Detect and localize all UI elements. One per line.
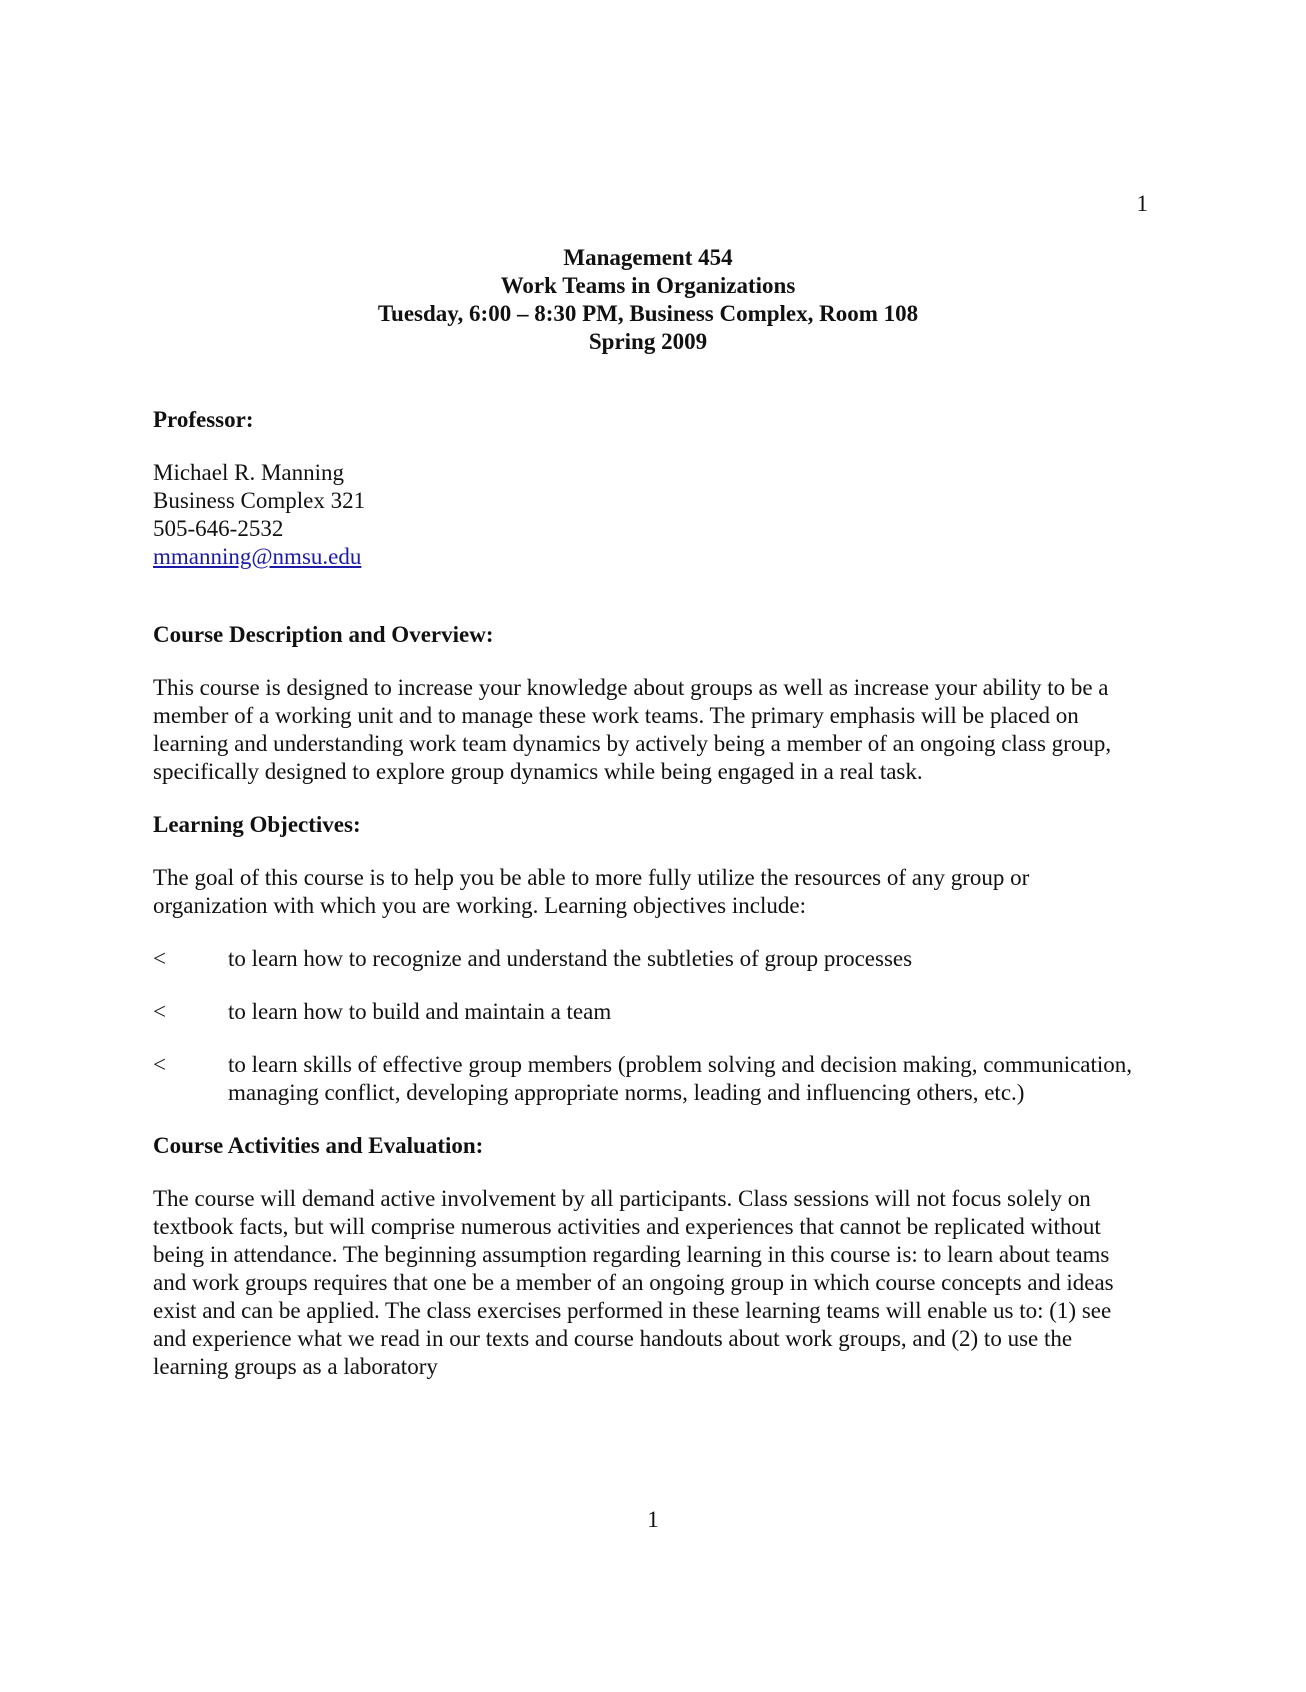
objective-text: to learn how to recognize and understand the subtleties of group processes — [228, 946, 913, 971]
bullet-mark: < — [153, 946, 166, 971]
objective-text: to learn how to build and maintain a team — [228, 999, 612, 1024]
objective-item — [153, 1051, 1143, 1107]
course-title: Work Teams in Organizations — [500, 273, 796, 298]
professor-phone: 505-646-2532 — [153, 516, 284, 541]
professor-email-link[interactable]: mmanning@nmsu.edu — [153, 544, 362, 569]
activities-text: The course will demand active involvement by all participants. Class sessions will not focus solely on textbook facts, but will comprise numerous activities and experiences that cannot be replicated without being in attendance. The beginning assumption regarding learning in this course is: to learn about teams and work groups requires that one be a member of an ongoing group in which course concepts and ideas exist and can be applied. The class exercises performed in these learning teams will enable us to: (1) see and experience what we read in our texts and course handouts about work groups, and (2) to use the learning groups as a laboratory — [153, 1186, 1114, 1379]
page-number-top: 1 — [1136, 191, 1148, 216]
objectives-heading: Learning Objectives: — [153, 812, 361, 837]
document-body — [153, 244, 1143, 1381]
professor-office: Business Complex 321 — [153, 488, 366, 513]
objective-item — [153, 998, 1143, 1026]
objective-item — [153, 945, 1143, 973]
course-header — [153, 244, 1143, 356]
objective-text: to learn skills of effective group members (problem solving and decision making, communication, managing conflict, developing appropriate norms, leading and influencing others, etc.) — [228, 1052, 1133, 1105]
objectives-intro: The goal of this course is to help you be able to more fully utilize the resources of any group or organization with which you are working. Learning objectives include: — [153, 865, 1030, 918]
professor-info — [153, 459, 1143, 571]
page-number-bottom: 1 — [647, 1507, 659, 1532]
bullet-mark: < — [153, 1052, 166, 1077]
course-term: Spring 2009 — [588, 329, 708, 354]
description-heading: Course Description and Overview: — [153, 622, 494, 647]
activities-heading: Course Activities and Evaluation: — [153, 1133, 484, 1158]
course-schedule: Tuesday, 6:00 – 8:30 PM, Business Complex, Room 108 — [377, 301, 919, 326]
description-text: This course is designed to increase your knowledge about groups as well as increase your ability to be a member of a working unit and to manage these work teams. The primary emphasis will be placed on learning and understanding work team dynamics by actively being a member of an ongoing class group, specifically designed to explore group dynamics while being engaged in a real task. — [153, 675, 1112, 784]
professor-heading: Professor: — [153, 407, 254, 432]
bullet-mark: < — [153, 999, 166, 1024]
course-code: Management 454 — [563, 245, 733, 270]
professor-name: Michael R. Manning — [153, 460, 344, 485]
